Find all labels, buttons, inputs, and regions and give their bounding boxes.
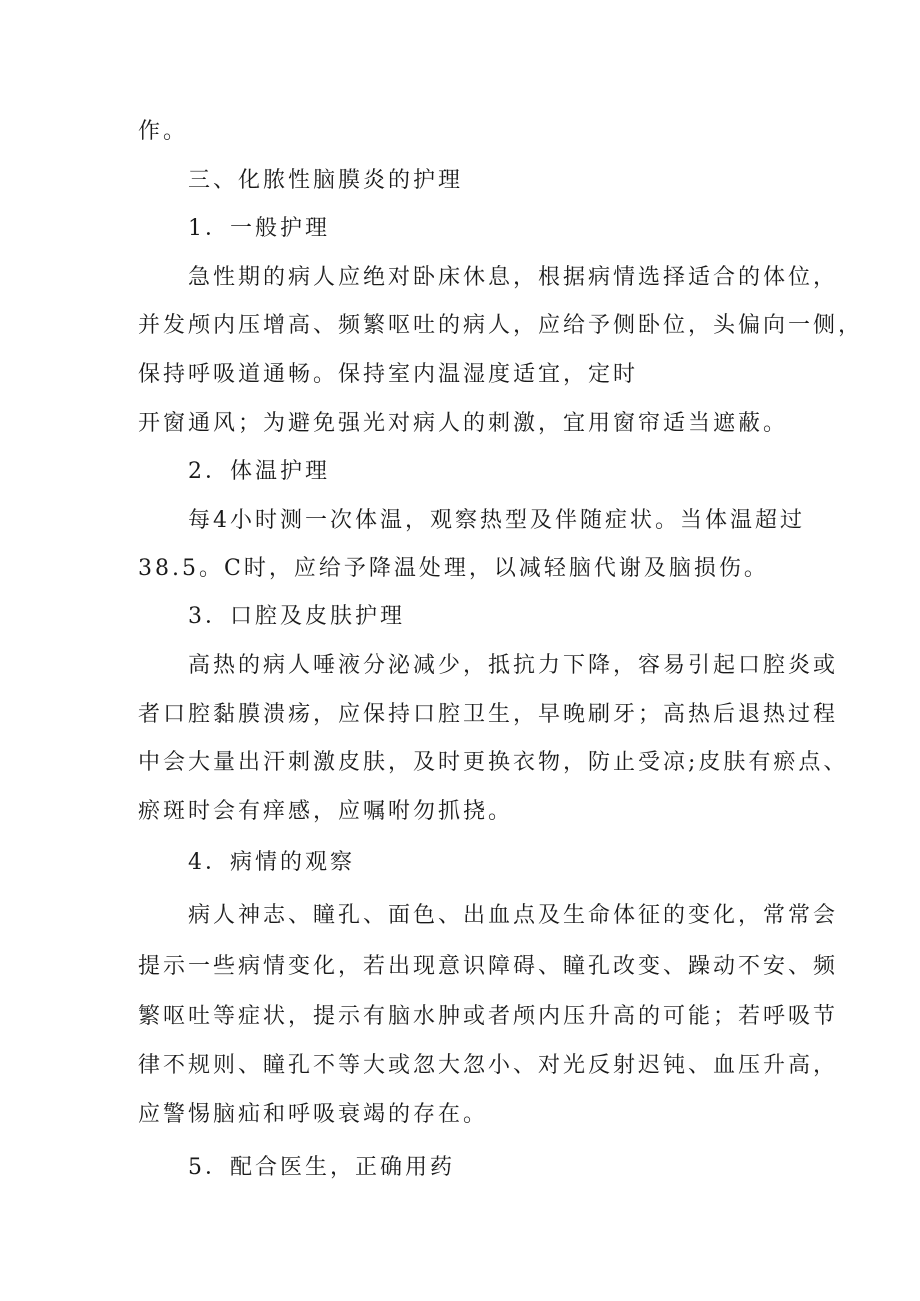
paragraph-line: 保持呼吸道通畅。保持室内温湿度适宜，定时 (138, 362, 639, 387)
subheading-observation: 4．病情的观察 (188, 850, 355, 875)
paragraph-line: 瘀斑时会有痒感，应嘱咐勿抓挠。 (138, 799, 514, 824)
paragraph-line: 律不规则、瞳孔不等大或忽大忽小、对光反射迟钝、血压升高， (138, 1053, 839, 1078)
subheading-medication: 5．配合医生，正确用药 (188, 1155, 455, 1180)
subheading-general-care: 1．一般护理 (188, 216, 330, 241)
paragraph-line: 中会大量出汗刺激皮肤，及时更换衣物，防止受凉;皮肤有瘀点、 (138, 750, 849, 775)
subheading-temperature-care: 2．体温护理 (188, 459, 330, 484)
paragraph-line: 急性期的病人应绝对卧床休息，根据病情选择适合的体位， (188, 265, 839, 290)
paragraph-line: 繁呕吐等症状，提示有脑水肿或者颅内压升高的可能；若呼吸节 (138, 1004, 839, 1029)
section-heading: 三、化脓性脑膜炎的护理 (188, 168, 464, 193)
paragraph-line: 38.5。C时，应给予降温处理，以减轻脑代谢及脑损伤。 (138, 556, 769, 581)
paragraph-line: 者口腔黏膜溃疡，应保持口腔卫生，早晚刷牙；高热后退热过程 (138, 702, 839, 727)
paragraph-line: 开窗通风；为避免强光对病人的刺激，宜用窗帘适当遮蔽。 (138, 411, 789, 436)
paragraph-line: 高热的病人唾液分泌减少，抵抗力下降，容易引起口腔炎或 (188, 653, 839, 678)
paragraph-line: 病人神志、瞳孔、面色、出血点及生命体征的变化，常常会 (188, 903, 839, 928)
paragraph-line: 提示一些病情变化，若出现意识障碍、瞳孔改变、躁动不安、频 (138, 954, 839, 979)
text-line-continuation: 作。 (138, 119, 189, 144)
paragraph-line: 应警惕脑疝和呼吸衰竭的存在。 (138, 1102, 489, 1127)
subheading-oral-skin-care: 3．口腔及皮肤护理 (188, 604, 405, 629)
paragraph-line: 并发颅内压增高、频繁呕吐的病人，应给予侧卧位，头偏向一侧， (138, 313, 864, 338)
paragraph-line: 每4小时测一次体温，观察热型及伴随症状。当体温超过 (188, 508, 805, 533)
